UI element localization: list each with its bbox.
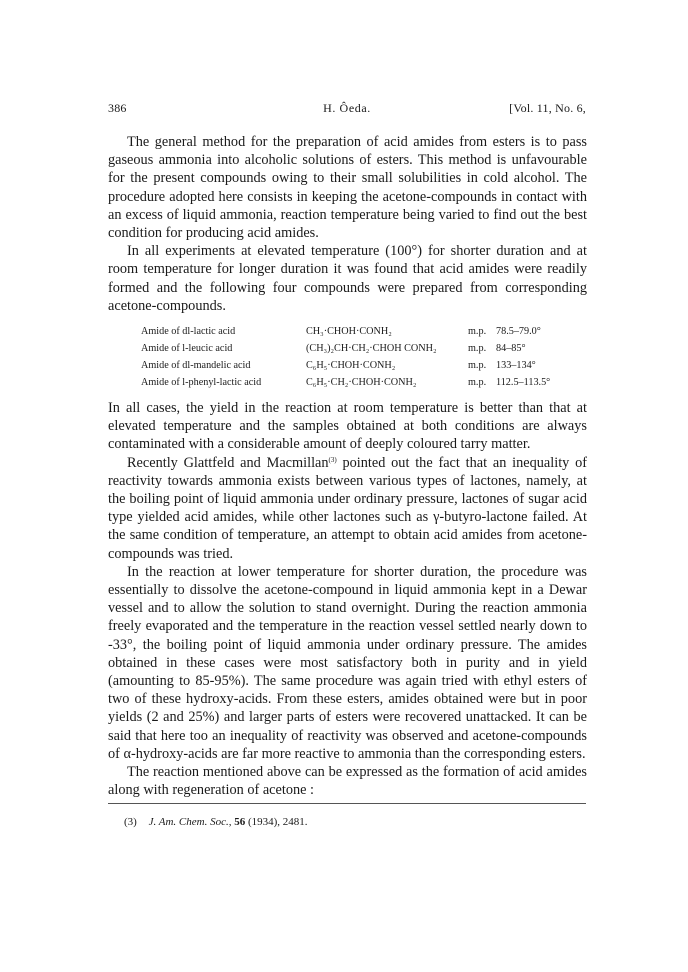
compound-row [141,340,550,357]
running-header [108,101,586,119]
compound-row [141,374,550,391]
melting-point-label: m.p. [468,360,487,372]
melting-point-value: 78.5–79.0° [496,326,541,338]
compound-formula: C₆H₅·CHOH·CONH₂ [306,360,396,372]
melting-point-label: m.p. [468,343,487,355]
compound-row [141,357,550,374]
volume-info: [Vol. 11, No. 6, [509,101,586,115]
compound-formula: (CH₃)₂CH·CH₂·CHOH CONH₂ [306,343,437,355]
compound-name: Amide of dl-lactic acid [141,326,236,338]
melting-point-value: 133–134° [496,360,536,372]
footnote-volume: 56 [234,816,246,828]
paragraph [108,454,587,563]
paragraph: In all cases, the yield in the reaction at room temperature is better than that at elevated temperature and the samples obtained at both conditions are always contaminated with a considerable amount of deeply coloured tarry matter. [108,400,587,453]
footnote-journal: J. Am. Chem. Soc., [148,816,232,828]
compound-table [141,323,550,391]
compound-name: Amide of dl-mandelic acid [141,360,251,372]
melting-point-label: m.p. [468,326,487,338]
compound-formula: CH₃·CHOH·CONH₂ [306,326,392,338]
compound-formula: C₆H₅·CH₂·CHOH·CONH₂ [306,377,417,389]
melting-point-value: 112.5–113.5° [496,377,551,389]
paragraph: In the reaction at lower temperature for shorter duration, the procedure was essentially to dissolve the acetone-compound in liquid ammonia kept in a Dewar vessel and to allow the solution to stand overnight. During the reaction ammonia freely evaporated and the temperature in the reaction vessel settled nearly down to -33°, the boiling point of liquid ammonia under ordinary pressure. The amides obtained in these cases were most satisfactory both in purity and in yield (amounting to 85-95%). The same procedure was again tried with ethyl esters of two of these hydroxy-acids. From these esters, amides obtained were but in poor yields (2 and 25%) and larger parts of esters were recovered unattacked. It can be said that here too an inequality of reactivity was observed and acetone-compounds of α-hydroxy-acids are far more reactive to ammonia than the corresponding esters. [108,563,587,762]
melting-point-value: 84–85° [496,343,526,355]
footnote-divider [108,803,586,804]
compound-row [141,323,550,340]
footnote-reference: (3) [328,455,337,464]
footnote-pages: (1934), 2481. [247,816,308,828]
paragraph: The general method for the preparation of acid amides from esters is to pass gaseous ammonia into alcoholic solutions of esters. This method is unfavourable for the present compounds owing to their small solubilities in cold alcohol. The procedure adopted here consists in keeping the acetone-compounds in contact with an excess of liquid ammonia, reaction temperature being varied to find out the best condition for producing acid amides. [108,134,587,242]
page-number: 386 [108,101,127,115]
paragraph: The reaction mentioned above can be expressed as the formation of acid amides along with regeneration of acetone : [108,764,587,799]
paragraph-text: Recently Glattfeld and Macmillan [127,454,329,471]
paragraph-text: pointed out the fact that an inequality of reactivity towards ammonia exists between various types of lactones, namely, at the boiling point of liquid ammonia under ordinary pressure, lactones of sugar acid type yielded acid amides, while other lactones such as γ-butyro-lactone failed. At the same condition of temperature, an attempt to obtain acid amides from acetone-compounds was tried. [108,454,587,562]
body-text [108,133,587,800]
footnote [124,816,308,828]
footnote-number: (3) [124,816,137,828]
paragraph: In all experiments at elevated temperature (100°) for shorter duration and at room temperature for longer duration it was found that acid amides were readily formed and the following four compounds were prepared from corresponding acetone-compounds. [108,243,587,314]
compound-name: Amide of l-phenyl-lactic acid [141,377,262,389]
compound-name: Amide of l-leucic acid [141,343,233,355]
melting-point-label: m.p. [468,377,487,389]
running-head-author: H. Ôeda. [323,101,371,115]
